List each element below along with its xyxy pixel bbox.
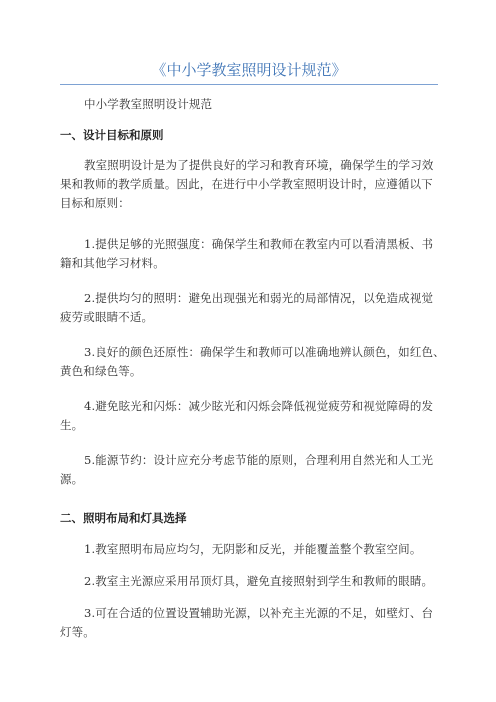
list-item-line: 籍和其他学习材料。 (60, 256, 165, 270)
paragraph-line: 目标和原则： (60, 196, 130, 210)
list-item-line: 2.提供均匀的照明：避免出现强光和弱光的局部情况，以免造成视觉 (84, 291, 434, 305)
list-item (60, 343, 448, 381)
list-item-line: 生。 (60, 418, 84, 432)
list-item (60, 572, 448, 591)
list-item (60, 235, 448, 273)
list-item-line: 疲劳或眼睛不适。 (60, 310, 154, 324)
intro-line: 中小学教室照明设计规范 (84, 97, 213, 111)
list-item-line: 5.能源节约：设计应充分考虑节能的原则，合理利用自然光和人工光 (84, 453, 434, 467)
section-2-heading: 二、照明布局和灯具选择 (60, 511, 187, 525)
paragraph-line: 教室照明设计是为了提供良好的学习和教育环境，确保学生的学习效 (84, 158, 434, 172)
list-item-line: 黄色和绿色等。 (60, 364, 142, 378)
list-item-line: 源。 (60, 472, 84, 486)
title-underline (60, 84, 438, 85)
section-1-paragraph (60, 156, 448, 213)
list-item-line: 2.教室主光源应采用吊顶灯具，避免直接照射到学生和教师的眼睛。 (84, 574, 434, 588)
list-item (60, 397, 448, 435)
list-item-line: 3.良好的颜色还原性：确保学生和教师可以准确地辨认颜色，如红色、 (84, 345, 445, 359)
list-item (60, 604, 448, 642)
list-item-line: 3.可在合适的位置设置辅助光源，以补充主光源的不足，如壁灯、台 (84, 606, 434, 620)
list-item (60, 289, 448, 327)
section-1-heading: 一、设计目标和原则 (60, 128, 164, 142)
list-item-line: 4.避免眩光和闪烁：减少眩光和闪烁会降低视觉疲劳和视觉障碍的发 (84, 399, 434, 413)
list-item-line: 1.教室照明布局应均匀，无阴影和反光，并能覆盖整个教室空间。 (84, 542, 422, 556)
list-item-line: 灯等。 (60, 625, 95, 639)
list-item (60, 451, 448, 489)
list-item (60, 540, 448, 559)
document-title: 《中小学教室照明设计规范》 (151, 61, 347, 79)
paragraph-line: 果和教师的教学质量。因此，在进行中小学教室照明设计时，应遵循以下 (60, 177, 433, 191)
list-item-line: 1.提供足够的光照强度：确保学生和教师在教室内可以看清黑板、书 (84, 237, 434, 251)
